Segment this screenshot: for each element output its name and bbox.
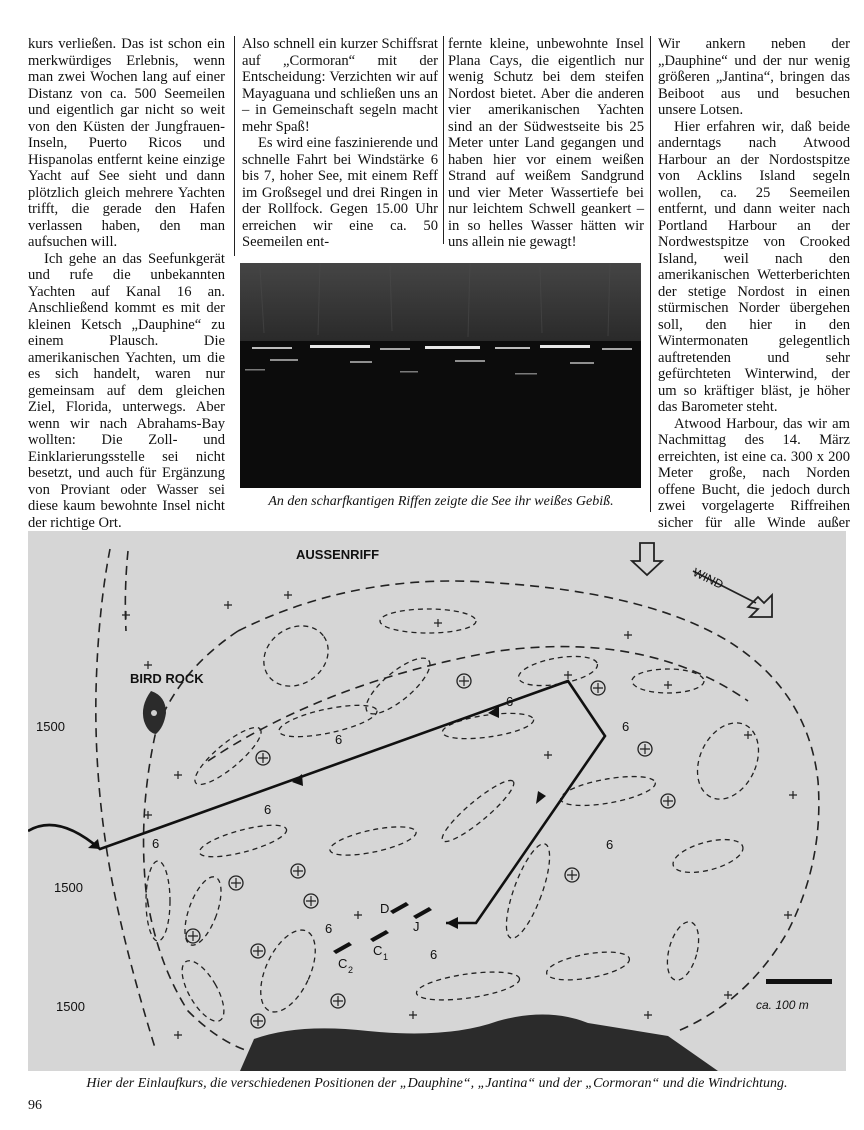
depth-label: 6 — [152, 836, 160, 851]
column-rule — [650, 36, 651, 512]
map-caption: Hier der Einlaufkurs, die verschiedenen Positionen der „Dauphine“, „Jantina“ und der „Cormoran“ und die Windrichtung. — [86, 1076, 788, 1091]
north-arrow-icon — [632, 543, 662, 575]
text-column-1 — [28, 36, 225, 531]
course-line — [28, 681, 605, 923]
boat-cormoran-2 — [333, 942, 352, 954]
paragraph: kurs verließen. Das ist schon ein merkwürdiges Erlebnis, wenn man zwei Wochen lang auf einer Distanz von ca. 500 Seemeilen und eigentlich gar nicht so weit von den Küsten der Jungfrauen-Inseln, Puerto Ricos und Hispanolas entfernt keine einzige Yacht auf See sieht und dann plötzlich gleich mehrere Yachten trifft, die gerade den Hafen verlassen haben, den man aufsuchen will. — [28, 36, 225, 250]
paragraph: Atwood Harbour, das wir am Nachmittag des 14. März erreichten, ist eine ca. 300 x 200 Meter große, nach Norden offene Bucht, die jedoch durch zwei vorgelagerte Riffreihen sicher für alle Winde außer — [658, 415, 850, 531]
wind-label: WIND — [690, 565, 726, 592]
column-rule — [234, 36, 235, 256]
boat-label-cormoran-1: C — [373, 943, 383, 958]
inner-reef-line — [208, 647, 748, 761]
text-column-2 — [242, 36, 438, 251]
reef-photo-image — [240, 263, 641, 488]
depth-label: 6 — [606, 837, 614, 852]
depth-label: 6 — [506, 694, 514, 709]
harbour-chart-svg — [28, 531, 846, 1071]
coastline — [240, 1014, 718, 1071]
reef-photo — [240, 263, 641, 488]
paragraph: Also schnell ein kurzer Schiffsrat auf „Cormoran“ mit der Entscheidung: Verzichten wir auf Mayaguana und schließen uns an – in Gemeinschaft segeln macht mehr Spaß! — [242, 36, 438, 135]
boat-jantina — [413, 907, 432, 919]
boat-cormoran-1 — [370, 930, 389, 942]
depth-label: 1500 — [36, 719, 65, 734]
boat-label-cormoran-1-sub: 1 — [383, 952, 389, 962]
text-column-4 — [658, 36, 850, 548]
outer-reef-line — [96, 549, 156, 1051]
boat-label-cormoran-2: C — [338, 956, 348, 971]
depth-label: 6 — [264, 802, 272, 817]
outer-reef-label: AUSSENRIFF — [296, 547, 380, 562]
paragraph: Wir ankern neben der „Dauphine“ und der nur wenig größeren „Jantina“, bringen das Beiboot aus und besuchen unsere Lotsen. — [658, 36, 850, 118]
depth-label: 6 — [325, 921, 333, 936]
depth-label: 6 — [335, 732, 343, 747]
boat-label-dauphine: D — [380, 901, 390, 916]
harbour-chart — [28, 531, 846, 1071]
scale-label: ca. 100 m — [756, 998, 809, 1012]
text-column-3 — [448, 36, 644, 251]
page-number: 96 — [28, 1098, 42, 1113]
photo-caption: An den scharfkantigen Riffen zeigte die See ihr weißes Gebiß. — [268, 494, 614, 509]
column-rule — [443, 36, 444, 244]
boat-label-cormoran-2-sub: 2 — [348, 965, 354, 975]
depth-label: 6 — [430, 947, 438, 962]
wind-arrow-icon — [748, 595, 772, 617]
bird-rock-label: BIRD ROCK — [130, 671, 204, 686]
paragraph: fernte kleine, unbewohnte Insel Plana Cays, die eigentlich nur wenig Schutz bei dem steifen Nordost bietet. Aber die anderen vier amerikanischen Yachten sind an der Südwestseite bis 25 Meter unter Land gegangen und haben hier vor einem weißen Strand auf weißem Sandgrund und vier Meter Wassertiefe bei nur leichtem Schwell geankert – in so helles Wasser hätten wir uns allein nie gewagt! — [448, 36, 644, 250]
reef-boundary — [238, 581, 819, 1031]
boat-label-jantina: J — [413, 919, 420, 934]
paragraph: Hier erfahren wir, daß beide anderntags nach Atwood Harbour an der Nordostspitze von Acklins Island segeln wollen, ca. 25 Seemeilen entfernt, und dann weiter nach Portland Harbour an der Nordwestspitze von Crooked Island, weil nach den amerikanischen Wetterberichten der stetige Nordost in einen stürmischen Norder übergehen soll, den hier in den Wintermonaten gelegentlich auftretenden und sehr gefürchteten Winterwind, der um so kräftiger bläst, je höher das Barometer steht. — [658, 118, 850, 415]
boat-dauphine — [390, 902, 409, 914]
depth-label: 1500 — [56, 999, 85, 1014]
depth-label: 1500 — [54, 880, 83, 895]
paragraph: Ich gehe an das Seefunkgerät und rufe die unbekannten Yachten auf Kanal 16 an. Anschließend kommt es mit der kleinen Ketsch „Dauphine“ zu einem Plausch. Die amerikanischen Yachten, um die es sich handelt, waren nur gemeinsam auf dem gleichen Ziel, Florida, unterwegs. Aber wenn wir nach Abrahams-Bay wollten: Die Zoll- und Einklarierungsstelle sei nicht besetzt, und auch für Ergänzung von Proviant oder Wasser sei diese kaum bewohnte Insel nicht der richtige Ort. — [28, 250, 225, 531]
depth-label: 6 — [622, 719, 630, 734]
paragraph: Es wird eine faszinierende und schnelle Fahrt bei Windstärke 6 bis 7, hoher See, mit einem Reff im Großsegel und drei Ringen in der Rollfock. Gegen 15.00 Uhr erreichen wir eine ca. 50 Seemeilen ent- — [242, 135, 438, 250]
